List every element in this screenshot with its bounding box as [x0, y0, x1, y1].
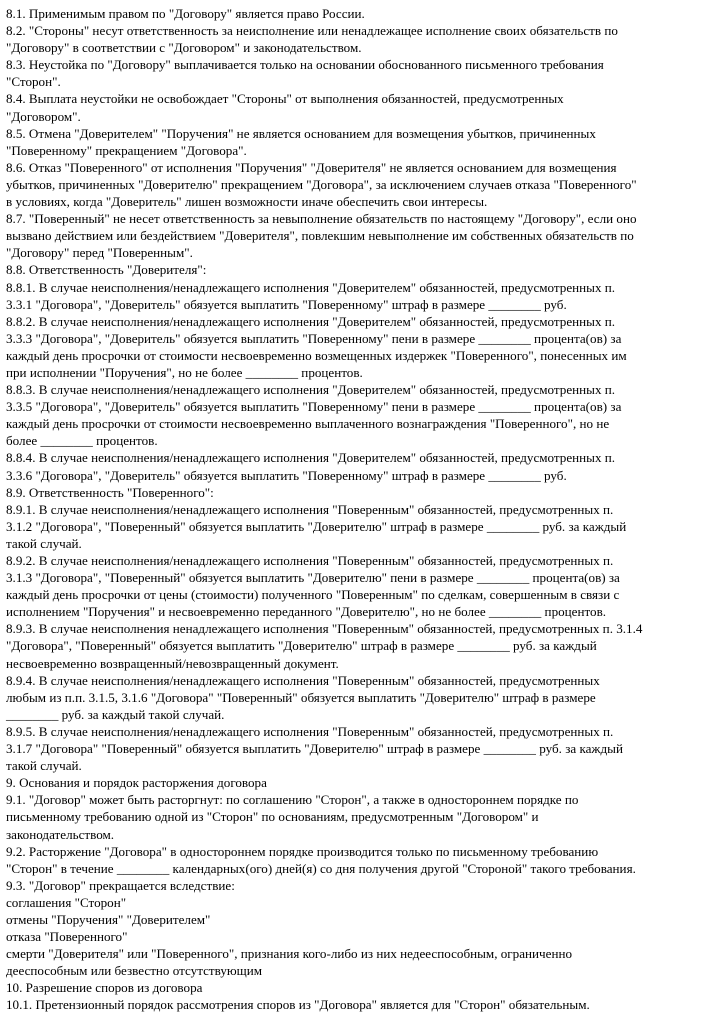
text-line: 3.3.5 "Договора", "Доверитель" обязуется выплатить "Поверенному" пени в размере ________ процента(ов) за: [6, 399, 622, 415]
text-line: 8.9.2. В случае неисполнения/ненадлежащего исполнения "Поверенным" обязанностей, предусмотренных п.: [6, 553, 614, 568]
text-line: 3.3.3 "Договора", "Доверитель" обязуется выплатить "Поверенному" пени в размере ________ процента(ов) за: [6, 330, 622, 346]
text-line: 9. Основания и порядок расторжения договора: [6, 775, 267, 791]
text-line: каждый день просрочки от стоимости несвоевременно выплаченного вознаграждения "Поверенного", но не: [6, 416, 610, 432]
document-body: [6, 5, 718, 1014]
text-line: 8.9.3. В случае неисполнения ненадлежащего исполнения "Поверенным" обязанностей, предусмотренных п. 3.1.4: [6, 621, 643, 637]
text-line: 9.3. "Договор" прекращается вследствие:: [6, 877, 235, 893]
text-line: 10. Разрешение споров из договора: [6, 980, 203, 996]
text-line: 8.6. Отказ "Поверенного" от исполнения "Поручения" "Доверителя" не является основанием для возмещения: [6, 159, 617, 175]
text-line: 8.8.2. В случае неисполнения/ненадлежащего исполнения "Доверителем" обязанностей, предусмотренных п.: [6, 313, 616, 329]
text-line: 9.2. Расторжение "Договора" в одностороннем порядке производится только по письменному требованию: [6, 843, 599, 859]
text-line: соглашения "Сторон": [6, 894, 127, 910]
text-line: 3.3.1 "Договора", "Доверитель" обязуется выплатить "Поверенному" штраф в размере ________ руб.: [6, 296, 567, 312]
text-line: письменному требованию одной из "Сторон" по основаниям, предусмотренным "Договором" и: [6, 809, 539, 825]
text-line: 8.9.1. В случае неисполнения/ненадлежащего исполнения "Поверенным" обязанностей, предусмотренных п.: [6, 501, 614, 517]
text-line: 8.3. Неустойка по "Договору" выплачивается только на основании обоснованного письменного требования: [6, 57, 604, 73]
text-line: "Сторон" в течение ________ календарных(ого) дней(я) со дня получения другой "Стороной" такого требования.: [6, 860, 636, 876]
text-line: вызвано действием или бездействием "Доверителя", повлекшим невыполнение им собственных обязательств по: [6, 228, 634, 244]
text-line: в условиях, когда "Доверитель" лишен возможности иначе обеспечить свои интересы.: [6, 194, 488, 210]
text-line: "Поверенному" прекращением "Договора".: [6, 142, 247, 158]
text-line: 8.9.5. В случае неисполнения/ненадлежащего исполнения "Поверенным" обязанностей, предусмотренных п.: [6, 723, 614, 739]
text-line: смерти "Доверителя" или "Поверенного", признания кого-либо из них недееспособным, ограниченно: [6, 946, 573, 962]
text-line: более ________ процентов.: [6, 433, 158, 449]
text-line: 8.8.1. В случае неисполнения/ненадлежащего исполнения "Доверителем" обязанностей, предусмотренных п.: [6, 279, 616, 295]
text-line: 8.1. Применимым правом по "Договору" является право России.: [6, 6, 365, 21]
text-line: 8.2. "Стороны" несут ответственность за неисполнение или ненадлежащее исполнение своих обязательств по: [6, 23, 618, 39]
text-line: 8.8. Ответственность "Доверителя":: [6, 262, 207, 278]
text-line: 3.3.6 "Договора", "Доверитель" обязуется выплатить "Поверенному" штраф в размере ________ руб.: [6, 467, 567, 483]
text-line: "Договором".: [6, 108, 81, 124]
text-line: 10.1. Претензионный порядок рассмотрения споров из "Договора" является для "Сторон" обязательным.: [6, 997, 590, 1013]
text-line: "Договору" в соответствии с "Договором" и законодательством.: [6, 40, 362, 56]
text-line: отказа "Поверенного": [6, 929, 128, 945]
text-line: 3.1.2 "Договора", "Поверенный" обязуется выплатить "Доверителю" штраф в размере ________ руб. за каждый: [6, 518, 627, 534]
text-line: 9.1. "Договор" может быть расторгнут: по соглашению "Сторон", а также в одностороннем порядке по: [6, 792, 579, 808]
text-line: ________ руб. за каждый такой случай.: [6, 706, 225, 722]
text-line: "Договору" перед "Поверенным".: [6, 245, 193, 261]
text-line: каждый день просрочки от стоимости несвоевременно возмещенных издержек "Поверенного", понесенных им: [6, 347, 627, 363]
text-line: убытков, причиненных "Доверителю" прекращением "Договора", за исключением случаев отказа "Поверенного": [6, 176, 637, 192]
text-line: 3.1.3 "Договора", "Поверенный" обязуется выплатить "Доверителю" пени в размере ________ процента(ов) за: [6, 570, 620, 586]
text-line: любым из п.п. 3.1.5, 3.1.6 "Договора" "Поверенный" обязуется выплатить "Доверителю" штраф в размере: [6, 689, 596, 705]
text-line: "Договора", "Поверенный" обязуется выплатить "Доверителю" штраф в размере ________ руб. за каждый: [6, 638, 597, 654]
text-line: 8.5. Отмена "Доверителем" "Поручения" не является основанием для возмещения убытков, причиненных: [6, 125, 596, 141]
text-line: "Сторон".: [6, 74, 61, 90]
text-line: 8.8.3. В случае неисполнения/ненадлежащего исполнения "Доверителем" обязанностей, предусмотренных п.: [6, 382, 616, 398]
text-line: каждый день просрочки от цены (стоимости) полученного "Поверенным" по сделкам, совершенным в связи с: [6, 587, 620, 603]
text-line: 8.8.4. В случае неисполнения/ненадлежащего исполнения "Доверителем" обязанностей, предусмотренных п.: [6, 450, 616, 466]
text-line: 3.1.7 "Договора" "Поверенный" обязуется выплатить "Доверителю" штраф в размере ________ руб. за каждый: [6, 741, 623, 757]
text-line: несвоевременно возвращенный/невозвращенный документ.: [6, 655, 339, 671]
text-line: 8.7. "Поверенный" не несет ответственность за невыполнение обязательств по настоящему "Договору", если оно: [6, 211, 637, 227]
text-line: отмены "Поручения" "Доверителем": [6, 911, 211, 927]
text-line: 8.9. Ответственность "Поверенного":: [6, 484, 214, 500]
text-line: исполнением "Поручения" и несвоевременно переданного "Доверителю", но не более ________ процентов.: [6, 604, 607, 620]
text-line: такой случай.: [6, 535, 82, 551]
text-line: такой случай.: [6, 758, 82, 774]
text-line: 8.9.4. В случае неисполнения/ненадлежащего исполнения "Поверенным" обязанностей, предусмотренных: [6, 672, 600, 688]
text-line: при исполнении "Поручения", но не более ________ процентов.: [6, 364, 363, 380]
text-line: дееспособным или безвестно отсутствующим: [6, 963, 263, 979]
text-line: законодательством.: [6, 826, 115, 842]
text-line: 8.4. Выплата неустойки не освобождает "Стороны" от выполнения обязанностей, предусмотренных: [6, 91, 564, 107]
